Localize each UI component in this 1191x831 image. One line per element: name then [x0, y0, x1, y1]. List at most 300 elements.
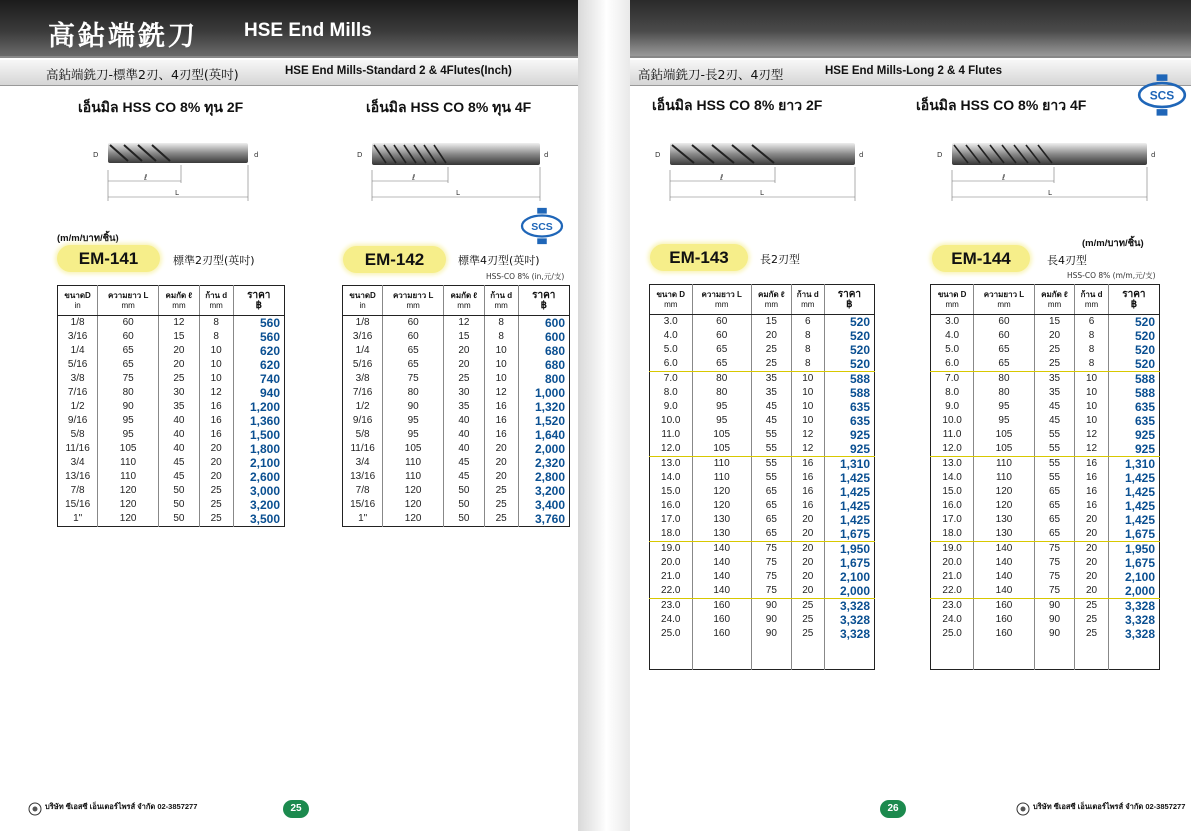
product-note: HSS-CO 8% (m/m,元/支) — [1067, 271, 1156, 280]
table-cell: 50 — [159, 484, 200, 498]
table-cell: 21.0 — [650, 570, 693, 584]
footer-company: บริษัท ซีเอสซี เอ็นเตอร์ไพรส์ จำกัด 02-3857277 — [45, 802, 198, 811]
table-cell: 16 — [791, 457, 824, 472]
table-cell: 3/16 — [343, 330, 383, 344]
table-cell: 90 — [1034, 627, 1075, 641]
table-cell: 10 — [1075, 400, 1108, 414]
table-cell: 120 — [98, 484, 159, 498]
table-cell: 40 — [159, 414, 200, 428]
price-cell: 2,000 — [1108, 584, 1159, 599]
table-cell: 14.0 — [931, 471, 974, 485]
table-cell: 19.0 — [931, 542, 974, 557]
table-cell: 1/2 — [58, 400, 98, 414]
price-cell: 2,100 — [839, 570, 870, 584]
price-cell: 1,950 — [1124, 542, 1155, 556]
price-cell: 3,328 — [1124, 627, 1155, 641]
table-cell: 16.0 — [931, 499, 974, 513]
table-cell: 50 — [444, 484, 485, 498]
table-cell: 50 — [159, 512, 200, 527]
table-cell: 16 — [1075, 485, 1108, 499]
column-header-unit: ฿ — [1130, 298, 1138, 310]
table-row — [650, 428, 875, 442]
table-cell: 45 — [1034, 414, 1075, 428]
table-cell: 20 — [199, 456, 233, 470]
table-cell: 7/16 — [343, 386, 383, 400]
table-cell: 10 — [199, 358, 233, 372]
column-header-unit: in — [359, 300, 366, 310]
table-cell: 10.0 — [931, 414, 974, 428]
column-header-label: ก้าน d — [796, 289, 819, 299]
table-cell: 8 — [484, 330, 518, 344]
price-cell: 520 — [849, 343, 870, 357]
table-cell: 55 — [1034, 457, 1075, 472]
scs-logo-icon — [520, 206, 564, 246]
price-cell: 620 — [259, 344, 280, 358]
table-cell: 80 — [974, 372, 1034, 387]
table-cell: 10 — [1075, 386, 1108, 400]
price-cell: 1,675 — [839, 556, 870, 570]
table-cell: 20 — [791, 570, 824, 584]
table-cell: 75 — [751, 542, 791, 557]
table-cell: 55 — [1034, 471, 1075, 485]
table-cell: 95 — [692, 400, 751, 414]
table-cell: 90 — [751, 613, 791, 627]
table-cell: 25 — [484, 484, 518, 498]
empty-cell — [650, 655, 693, 669]
price-cell: 3,500 — [249, 512, 280, 526]
column-header — [58, 286, 98, 316]
section-subtitle-en: HSE End Mills-Standard 2 & 4Flutes(Inch) — [285, 65, 512, 77]
table-cell: 1/4 — [58, 344, 98, 358]
price-cell: 1,425 — [1124, 471, 1155, 485]
table-cell: 25 — [199, 498, 233, 512]
logo-text: SCS — [1149, 88, 1175, 103]
table-cell: 105 — [383, 442, 444, 456]
empty-cell — [931, 641, 974, 655]
table-cell: 90 — [751, 599, 791, 614]
svg-text:ℓ: ℓ — [144, 173, 148, 182]
company-seal-icon — [1016, 802, 1030, 816]
table-cell: 8 — [1075, 343, 1108, 357]
table-row — [931, 613, 1160, 627]
table-cell: 25 — [484, 512, 518, 527]
table-cell: 30 — [159, 386, 200, 400]
table-cell: 15/16 — [58, 498, 98, 512]
column-header-label: ราคา — [1122, 288, 1146, 300]
column-header-unit: mm — [457, 300, 471, 310]
table-cell: 110 — [383, 470, 444, 484]
product-desc: 長4刃型 — [1047, 254, 1087, 267]
table-row — [650, 386, 875, 400]
table-cell: 110 — [98, 470, 159, 484]
table-cell: 20 — [1075, 556, 1108, 570]
price-cell: 588 — [1134, 386, 1155, 400]
table-cell: 15 — [159, 330, 200, 344]
table-cell: 160 — [974, 613, 1034, 627]
table-cell: 5/16 — [58, 358, 98, 372]
empty-cell — [1108, 655, 1159, 669]
table-cell: 20 — [159, 344, 200, 358]
price-cell: 520 — [1134, 343, 1155, 357]
table-cell: 16 — [1075, 471, 1108, 485]
table-cell: 17.0 — [931, 513, 974, 527]
table-row — [58, 316, 285, 331]
table-header-row — [650, 285, 875, 315]
table-row — [58, 330, 285, 344]
table-cell: 12 — [791, 442, 824, 457]
table-cell: 12 — [484, 386, 518, 400]
table-cell: 30 — [444, 386, 485, 400]
table-cell: 20 — [444, 344, 485, 358]
price-cell: 560 — [259, 316, 280, 330]
page-number: 25 — [283, 800, 309, 818]
table-cell: 40 — [159, 442, 200, 456]
table-cell: 10 — [484, 344, 518, 358]
table-cell: 20.0 — [931, 556, 974, 570]
table-row — [650, 471, 875, 485]
table-row — [931, 527, 1160, 542]
table-cell: 45 — [444, 456, 485, 470]
table-cell: 7.0 — [650, 372, 693, 387]
table-cell: 65 — [1034, 513, 1075, 527]
table-row — [931, 542, 1160, 557]
table-cell: 140 — [974, 542, 1034, 557]
table-row — [58, 428, 285, 442]
table-cell: 17.0 — [650, 513, 693, 527]
table-row — [650, 584, 875, 599]
column-header-label: ความยาว L — [107, 290, 149, 300]
price-cell: 1,000 — [534, 386, 565, 400]
spec-table-em144 — [930, 284, 1160, 670]
table-cell: 120 — [383, 484, 444, 498]
table-row — [931, 485, 1160, 499]
table-cell: 130 — [974, 527, 1034, 542]
table-row — [650, 372, 875, 387]
table-row — [650, 570, 875, 584]
empty-cell — [692, 655, 751, 669]
table-row — [343, 372, 570, 386]
table-cell: 140 — [974, 556, 1034, 570]
section-subtitle-bar — [630, 60, 1191, 86]
table-row — [58, 400, 285, 414]
table-cell: 15.0 — [650, 485, 693, 499]
column-header-label: ขนาด D — [937, 289, 967, 299]
section-subtitle-cn: 高鉆端銑刀-長2刃、4刃型 — [638, 67, 784, 82]
table-cell: 13.0 — [931, 457, 974, 472]
svg-text:d: d — [1151, 151, 1156, 159]
table-cell: 95 — [383, 428, 444, 442]
table-cell: 65 — [98, 358, 159, 372]
table-cell: 8 — [484, 316, 518, 331]
table-cell: 55 — [751, 428, 791, 442]
table-row — [931, 627, 1160, 641]
table-cell: 120 — [974, 485, 1034, 499]
table-row — [343, 470, 570, 484]
banner — [630, 0, 1191, 58]
table-cell: 16 — [484, 400, 518, 414]
table-row — [58, 414, 285, 428]
table-cell: 12 — [159, 316, 200, 331]
empty-row — [931, 641, 1160, 655]
table-cell: 90 — [383, 400, 444, 414]
column-header-unit: in — [74, 300, 81, 310]
empty-row — [650, 655, 875, 669]
table-cell: 20 — [484, 442, 518, 456]
table-row — [931, 599, 1160, 614]
table-cell: 45 — [751, 414, 791, 428]
table-cell: 20 — [1075, 542, 1108, 557]
table-cell: 60 — [98, 316, 159, 331]
table-cell: 20 — [1034, 329, 1075, 343]
column-header-unit: ฿ — [846, 298, 853, 310]
table-row — [343, 512, 570, 527]
price-cell: 1,425 — [839, 513, 870, 527]
table-cell: 25 — [751, 343, 791, 357]
column-header-unit: mm — [1047, 299, 1062, 309]
svg-text:D: D — [937, 151, 943, 159]
table-cell: 40 — [444, 414, 485, 428]
table-cell: 120 — [692, 499, 751, 513]
table-cell: 10 — [791, 386, 824, 400]
table-row — [58, 456, 285, 470]
column-header-label: ความยาว L — [983, 289, 1025, 299]
column-header — [974, 285, 1034, 315]
table-cell: 20 — [791, 556, 824, 570]
svg-text:L: L — [456, 189, 460, 197]
table-row — [650, 542, 875, 557]
table-cell: 10 — [1075, 372, 1108, 387]
unit-label: (m/m/บาท/ชิ้น) — [57, 233, 119, 244]
table-cell: 10.0 — [650, 414, 693, 428]
column-header-unit: mm — [801, 299, 815, 309]
table-row — [931, 513, 1160, 527]
table-row — [650, 329, 875, 343]
spec-table-em143 — [649, 284, 875, 670]
table-cell: 80 — [383, 386, 444, 400]
table-cell: 10 — [199, 372, 233, 386]
table-cell: 110 — [98, 456, 159, 470]
empty-cell — [650, 641, 693, 655]
empty-cell — [974, 655, 1034, 669]
empty-cell — [751, 655, 791, 669]
table-cell: 65 — [692, 343, 751, 357]
price-cell: 1,310 — [1124, 457, 1155, 471]
price-cell: 635 — [1134, 414, 1155, 428]
price-cell: 2,800 — [534, 470, 565, 484]
table-row — [343, 428, 570, 442]
table-row — [343, 358, 570, 372]
column-header — [931, 285, 974, 315]
table-row — [650, 315, 875, 330]
table-cell: 65 — [383, 344, 444, 358]
table-cell: 25 — [791, 613, 824, 627]
table-row — [343, 484, 570, 498]
table-cell: 23.0 — [650, 599, 693, 614]
table-cell: 25 — [199, 484, 233, 498]
price-cell: 560 — [259, 330, 280, 344]
table-row — [58, 470, 285, 484]
table-row — [58, 344, 285, 358]
table-cell: 15 — [444, 330, 485, 344]
table-row — [58, 358, 285, 372]
table-cell: 110 — [383, 456, 444, 470]
footer-company: บริษัท ซีเอสซี เอ็นเตอร์ไพรส์ จำกัด 02-3857277 — [1033, 802, 1186, 811]
spec-table-em141 — [57, 285, 285, 527]
section-subtitle-cn: 高鉆端銑刀-標準2刃、4刃型(英吋) — [46, 67, 239, 82]
column-header-unit: mm — [664, 299, 678, 309]
table-cell: 35 — [159, 400, 200, 414]
price-cell: 1,425 — [1124, 485, 1155, 499]
table-cell: 8.0 — [650, 386, 693, 400]
price-cell: 1,320 — [534, 400, 565, 414]
table-cell: 160 — [692, 613, 751, 627]
price-cell: 925 — [1108, 442, 1159, 457]
table-row — [650, 457, 875, 472]
price-cell: 1,425 — [839, 485, 870, 499]
price-cell: 520 — [824, 357, 874, 372]
table-cell: 65 — [1034, 527, 1075, 542]
table-cell: 140 — [974, 570, 1034, 584]
table-cell: 105 — [692, 442, 751, 457]
price-cell: 1,425 — [1124, 513, 1155, 527]
table-cell: 1/8 — [58, 316, 98, 331]
column-header-label: ขนาดD — [349, 290, 376, 300]
table-cell: 50 — [444, 498, 485, 512]
table-row — [343, 344, 570, 358]
table-cell: 12.0 — [931, 442, 974, 457]
table-cell: 20 — [1075, 584, 1108, 599]
price-cell: 2,100 — [1124, 570, 1155, 584]
price-cell: 600 — [544, 316, 565, 330]
column-header-label: ความยาว L — [701, 289, 742, 299]
product-heading-4f: เอ็นมิล HSS CO 8% ทุน 4F — [366, 99, 532, 115]
table-cell: 1/4 — [343, 344, 383, 358]
table-cell: 55 — [751, 442, 791, 457]
table-cell: 110 — [974, 471, 1034, 485]
column-header-unit: mm — [945, 299, 959, 309]
table-cell: 3/8 — [58, 372, 98, 386]
table-cell: 65 — [751, 485, 791, 499]
price-cell: 588 — [1134, 372, 1155, 386]
table-cell: 9.0 — [650, 400, 693, 414]
table-cell: 95 — [98, 414, 159, 428]
column-header — [518, 286, 569, 316]
product-note: HSS-CO 8% (in,元/支) — [486, 272, 565, 281]
price-cell: 588 — [849, 372, 870, 386]
spec-table-em142 — [342, 285, 570, 527]
price-cell: 2,320 — [534, 456, 565, 470]
table-cell: 7/8 — [58, 484, 98, 498]
table-cell: 60 — [383, 316, 444, 331]
table-header-row — [931, 285, 1160, 315]
table-row — [931, 386, 1160, 400]
table-cell: 20 — [159, 358, 200, 372]
table-cell: 6.0 — [931, 357, 974, 372]
table-row — [343, 386, 570, 400]
table-cell: 20 — [484, 470, 518, 484]
empty-cell — [692, 641, 751, 655]
table-cell: 60 — [692, 315, 751, 330]
table-cell: 130 — [692, 527, 751, 542]
table-row — [931, 315, 1160, 330]
price-cell: 3,000 — [249, 484, 280, 498]
price-cell: 2,000 — [824, 584, 874, 599]
table-cell: 7.0 — [931, 372, 974, 387]
table-cell: 9/16 — [343, 414, 383, 428]
table-cell: 8 — [199, 330, 233, 344]
banner-title-en: HSE End Mills — [244, 20, 372, 41]
product-desc: 標準4刃型(英吋) — [458, 254, 540, 267]
company-seal-icon — [28, 802, 42, 816]
table-cell: 50 — [444, 512, 485, 527]
price-cell: 635 — [849, 400, 870, 414]
column-header-unit: mm — [764, 299, 779, 309]
table-cell: 140 — [974, 584, 1034, 599]
table-cell: 35 — [1034, 386, 1075, 400]
table-cell: 40 — [159, 428, 200, 442]
table-cell: 65 — [751, 527, 791, 542]
column-header-label: คมกัด ℓ — [757, 289, 785, 299]
table-cell: 15/16 — [343, 498, 383, 512]
price-cell: 680 — [544, 358, 565, 372]
table-cell: 45 — [159, 470, 200, 484]
svg-text:D: D — [357, 151, 363, 159]
empty-cell — [1108, 641, 1159, 655]
end-mill-diagram-long-4f — [932, 135, 1162, 205]
table-cell: 15 — [751, 315, 791, 330]
table-row — [58, 512, 285, 527]
table-cell: 23.0 — [931, 599, 974, 614]
empty-cell — [1034, 655, 1075, 669]
table-cell: 120 — [383, 512, 444, 527]
table-cell: 11.0 — [650, 428, 693, 442]
price-cell: 600 — [544, 330, 565, 344]
column-header-label: คมกัด ℓ — [165, 290, 193, 300]
table-cell: 3.0 — [650, 315, 693, 330]
table-row — [650, 400, 875, 414]
unit-label: (m/m/บาท/ชิ้น) — [1082, 238, 1144, 249]
table-cell: 65 — [751, 499, 791, 513]
table-cell: 140 — [692, 570, 751, 584]
table-cell: 25 — [1075, 599, 1108, 614]
column-header-label: ก้าน d — [490, 290, 513, 300]
table-cell: 6 — [1075, 315, 1108, 330]
table-cell: 18.0 — [650, 527, 693, 542]
table-cell: 65 — [383, 358, 444, 372]
table-row — [58, 498, 285, 512]
table-cell: 75 — [751, 556, 791, 570]
table-cell: 13.0 — [650, 457, 693, 472]
column-header-unit: mm — [406, 300, 420, 310]
column-header — [159, 286, 200, 316]
table-cell: 4.0 — [650, 329, 693, 343]
column-header — [343, 286, 383, 316]
table-row — [931, 556, 1160, 570]
table-cell: 120 — [98, 512, 159, 527]
table-cell: 160 — [692, 599, 751, 614]
table-cell: 105 — [692, 428, 751, 442]
column-header-label: ขนาดD — [64, 290, 91, 300]
table-cell: 3.0 — [931, 315, 974, 330]
table-cell: 65 — [751, 513, 791, 527]
table-cell: 16 — [199, 428, 233, 442]
table-cell: 16.0 — [650, 499, 693, 513]
table-cell: 60 — [974, 315, 1034, 330]
table-cell: 10 — [791, 414, 824, 428]
price-cell: 680 — [544, 344, 565, 358]
table-cell: 20 — [791, 527, 824, 542]
empty-cell — [751, 641, 791, 655]
